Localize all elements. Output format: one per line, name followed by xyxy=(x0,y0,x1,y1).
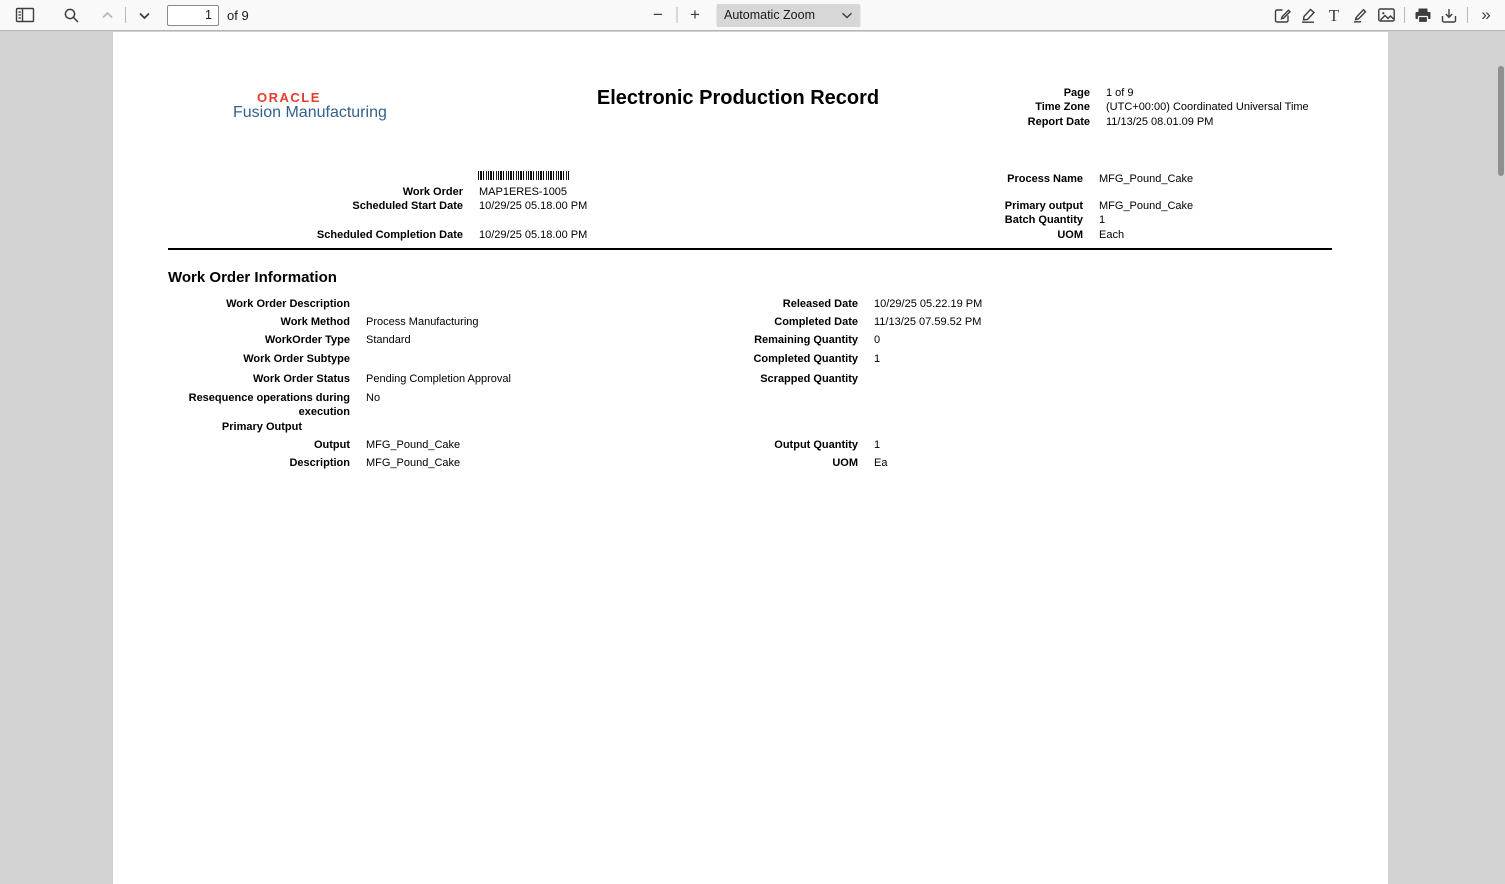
field-row xyxy=(168,457,460,471)
field-label: Work Order Subtype xyxy=(243,353,350,365)
section-title: Work Order Information xyxy=(168,269,337,286)
document-title: Electronic Production Record xyxy=(596,87,880,109)
meta-row xyxy=(1000,87,1134,101)
draw-tool-icon xyxy=(1351,7,1369,24)
zoom-level-value: Automatic Zoom xyxy=(723,8,816,22)
find-button[interactable] xyxy=(58,2,84,28)
meta-row xyxy=(1000,101,1309,115)
field-label: Process Name xyxy=(1007,173,1083,185)
page-number-input[interactable] xyxy=(167,5,219,26)
field-row xyxy=(168,229,587,243)
signature-tool-icon xyxy=(1273,7,1292,24)
field-row xyxy=(676,457,887,471)
field-value: MAP1ERES-1005 xyxy=(479,186,568,198)
save-icon xyxy=(1440,7,1458,24)
highlight-tool-button[interactable] xyxy=(1295,2,1321,28)
meta-value: 1 of 9 xyxy=(1106,87,1134,99)
chevron-down-icon xyxy=(815,12,852,19)
field-value: Standard xyxy=(366,334,411,346)
previous-page-button[interactable] xyxy=(94,2,120,28)
field-row xyxy=(168,298,366,312)
field-value: No xyxy=(366,392,381,404)
field-row xyxy=(676,298,982,312)
field-label: Work Order xyxy=(402,186,463,198)
zoom-level-select[interactable] xyxy=(716,4,860,27)
field-value: 10/29/25 05.18.00 PM xyxy=(479,200,588,212)
field-row xyxy=(676,439,880,453)
field-value: 0 xyxy=(874,334,881,346)
vertical-scrollbar[interactable] xyxy=(1497,62,1505,884)
field-label: UOM xyxy=(1057,229,1083,241)
more-tools-button[interactable]: » xyxy=(1473,2,1499,28)
meta-label: Time Zone xyxy=(1035,101,1090,113)
field-value: MFG_Pound_Cake xyxy=(1099,200,1194,212)
search-icon xyxy=(63,7,80,24)
header-divider-line xyxy=(168,248,1332,250)
field-label: UOM xyxy=(832,457,858,469)
field-row xyxy=(963,200,1193,214)
text-tool-button[interactable] xyxy=(1321,2,1347,28)
field-row xyxy=(168,334,411,348)
print-button[interactable] xyxy=(1410,2,1436,28)
draw-tool-button[interactable] xyxy=(1347,2,1373,28)
toolbar-divider xyxy=(1467,7,1468,23)
field-label: Description xyxy=(289,457,350,469)
field-label: Remaining Quantity xyxy=(754,334,858,346)
field-value: MFG_Pound_Cake xyxy=(1099,173,1194,185)
field-value: MFG_Pound_Cake xyxy=(366,457,461,469)
field-label: Work Order Description xyxy=(226,298,350,310)
field-row xyxy=(168,186,567,200)
field-value: 1 xyxy=(874,439,881,451)
field-value: Pending Completion Approval xyxy=(366,373,511,385)
zoom-out-button[interactable]: − xyxy=(645,2,671,28)
field-value: 1 xyxy=(874,353,881,365)
field-label: Work Order Status xyxy=(253,373,350,385)
field-row xyxy=(676,353,880,367)
sidebar-toggle-icon xyxy=(15,6,35,24)
brand-product-label: Fusion Manufacturing xyxy=(233,104,387,121)
meta-label: Report Date xyxy=(1027,116,1090,128)
field-label: Output xyxy=(313,439,350,451)
field-label: Resequence operations during execution xyxy=(188,392,350,418)
meta-value: 11/13/25 08.01.09 PM xyxy=(1106,116,1214,128)
zoom-in-button[interactable]: + xyxy=(682,2,708,28)
image-tool-icon xyxy=(1377,7,1396,23)
barcode-graphic xyxy=(478,171,569,180)
pdf-viewer-toolbar xyxy=(0,0,1505,31)
chevron-up-icon xyxy=(100,8,115,23)
oracle-logo: ORACLE xyxy=(257,90,321,105)
signature-tool-button[interactable] xyxy=(1269,2,1295,28)
field-value: Process Manufacturing xyxy=(366,316,479,328)
toolbar-divider xyxy=(676,7,677,23)
field-label: WorkOrder Type xyxy=(264,334,350,346)
page-count-label: of 9 xyxy=(227,7,249,23)
field-group-header-row xyxy=(168,421,302,435)
field-value: 10/29/25 05.22.19 PM xyxy=(874,298,983,310)
image-tool-button[interactable] xyxy=(1373,2,1399,28)
field-row xyxy=(676,373,874,387)
toolbar-divider xyxy=(125,7,126,23)
field-label: Batch Quantity xyxy=(1004,214,1083,226)
field-row xyxy=(168,439,460,453)
field-value: 1 xyxy=(1099,214,1106,226)
field-label: Scrapped Quantity xyxy=(760,373,858,385)
field-row xyxy=(676,316,981,330)
field-row xyxy=(168,353,366,367)
field-value: 11/13/25 07.59.52 PM xyxy=(874,316,982,328)
field-value: Ea xyxy=(874,457,888,469)
field-row xyxy=(963,173,1193,187)
next-page-button[interactable] xyxy=(131,2,157,28)
field-row xyxy=(168,392,380,419)
meta-row xyxy=(1000,116,1213,130)
field-row xyxy=(168,373,511,387)
group-header-label: Primary Output xyxy=(221,421,302,433)
field-row xyxy=(963,229,1124,243)
text-tool-icon: T xyxy=(1328,5,1340,25)
pdf-page xyxy=(113,32,1388,884)
field-label: Output Quantity xyxy=(774,439,858,451)
field-label: Completed Quantity xyxy=(753,353,858,365)
field-value: Each xyxy=(1099,229,1125,241)
scrollbar-thumb[interactable] xyxy=(1498,66,1504,176)
meta-label: Page xyxy=(1063,87,1090,99)
toolbar-divider xyxy=(1404,7,1405,23)
field-row xyxy=(168,200,587,214)
field-label: Scheduled Completion Date xyxy=(316,229,463,241)
field-row xyxy=(963,214,1105,228)
sidebar-toggle-button[interactable] xyxy=(12,2,38,28)
field-label: Primary output xyxy=(1004,200,1083,212)
field-row xyxy=(676,334,880,348)
highlight-tool-icon xyxy=(1299,7,1317,24)
chevron-down-icon xyxy=(137,8,152,23)
meta-value: (UTC+00:00) Coordinated Universal Time xyxy=(1106,101,1309,113)
viewer-content-area xyxy=(0,31,1505,884)
field-label: Scheduled Start Date xyxy=(352,200,463,212)
field-value: 10/29/25 05.18.00 PM xyxy=(479,229,588,241)
field-value: MFG_Pound_Cake xyxy=(366,439,461,451)
save-button[interactable] xyxy=(1436,2,1462,28)
print-icon xyxy=(1414,7,1432,24)
field-row xyxy=(168,316,479,330)
field-label: Work Method xyxy=(280,316,350,328)
field-label: Completed Date xyxy=(774,316,858,328)
field-label: Released Date xyxy=(782,298,858,310)
